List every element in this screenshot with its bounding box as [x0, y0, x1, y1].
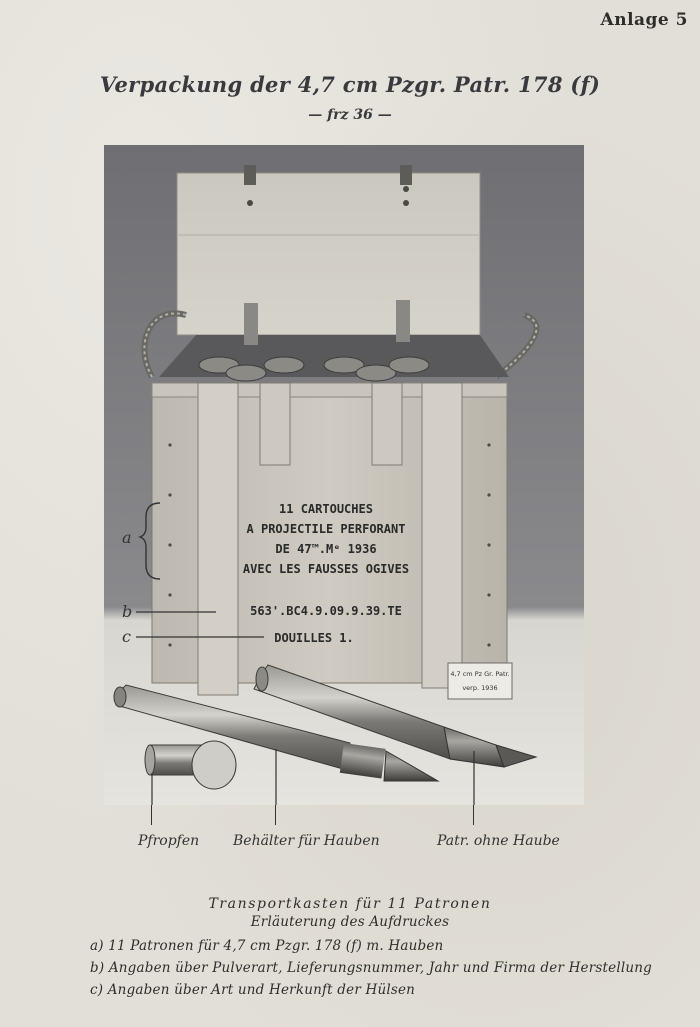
- stencil-line-b: 563'.BC4.9.09.9.39.TE: [250, 604, 402, 618]
- stencil-line-c: DOUILLES 1.: [274, 631, 354, 645]
- marker-b: b: [122, 602, 133, 621]
- stencil-line-4: AVEC LES FAUSSES OGIVES: [242, 562, 410, 576]
- legend-heading: Transportkasten für 11 Patronen: [208, 896, 492, 912]
- legend-subheading: Erläuterung des Aufdruckes: [250, 914, 450, 930]
- caption-plug: Pfropfen: [138, 833, 200, 849]
- marker-c: c: [122, 627, 131, 646]
- legend-item-b: b) Angaben über Pulverart, Lieferungsnummer, Jahr und Firma der Herstellung: [90, 960, 653, 976]
- page-subtitle: — frz 36 —: [308, 107, 392, 123]
- stencil-line-1: 11 CARTOUCHES: [279, 502, 373, 516]
- box-lid: [177, 165, 480, 335]
- marker-a: a: [122, 528, 132, 547]
- small-tag: [448, 663, 512, 699]
- caption-cartridge: Patr. ohne Haube: [437, 833, 560, 849]
- page-title: Verpackung der 4,7 cm Pzgr. Patr. 178 (f): [99, 72, 601, 97]
- ammunition-box-photo: [104, 145, 584, 805]
- plug-pointer-line: [151, 805, 152, 825]
- box-opening: [159, 335, 509, 381]
- svg-text:verp. 1936: verp. 1936: [462, 684, 498, 692]
- appendix-label: Anlage 5: [600, 10, 688, 30]
- svg-text:4,7 cm Pz Gr. Patr.: 4,7 cm Pz Gr. Patr.: [450, 670, 510, 678]
- legend: [90, 896, 690, 1004]
- container-pointer-line: [275, 805, 276, 825]
- stencil-line-3: DE 47™.Mᵉ 1936: [275, 542, 377, 556]
- cartridge-pointer-line: [473, 805, 474, 825]
- caption-container: Behälter für Hauben: [233, 833, 380, 849]
- legend-item-c: c) Angaben über Art und Herkunft der Hülsen: [90, 982, 416, 998]
- legend-item-a: a) 11 Patronen für 4,7 cm Pzgr. 178 (f) m. Hauben: [90, 938, 444, 954]
- stencil-line-2: A PROJECTILE PERFORANT: [246, 522, 406, 536]
